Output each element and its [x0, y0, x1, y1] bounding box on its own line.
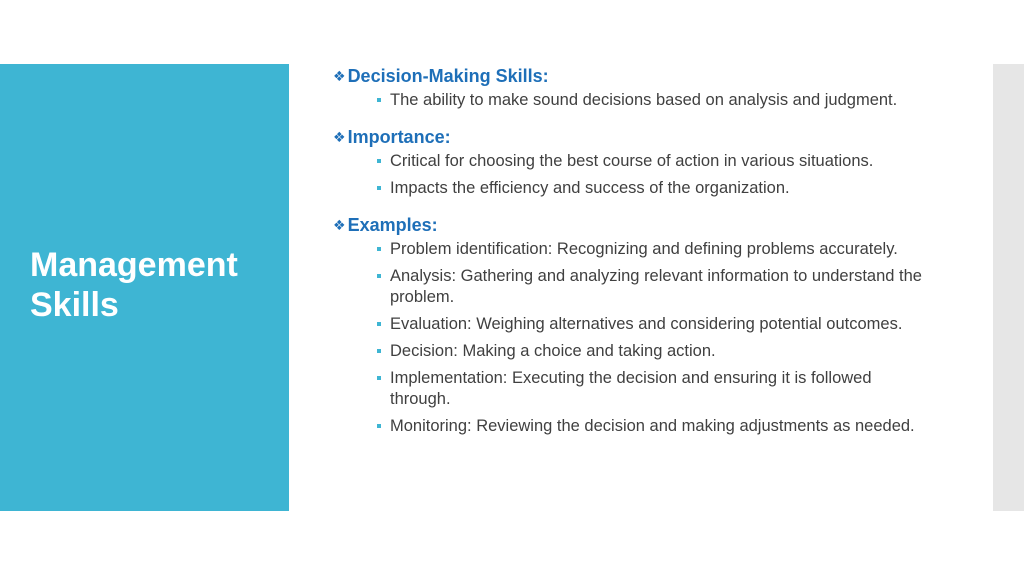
section-heading — [333, 64, 933, 88]
content-area — [333, 64, 933, 451]
square-bullet-icon — [377, 186, 381, 190]
square-bullet-icon — [377, 247, 381, 251]
section-heading-label: Decision-Making Skills: — [347, 65, 549, 86]
bullet-text: Analysis: Gathering and analyzing relevant information to understand the problem. — [390, 267, 922, 306]
bullet-text: Implementation: Executing the decision and ensuring it is followed through. — [390, 369, 872, 408]
section-heading-label: Importance: — [347, 126, 451, 147]
square-bullet-icon — [377, 376, 381, 380]
bullet-text: Impacts the efficiency and success of the organization. — [390, 179, 790, 197]
section-heading-label: Examples: — [347, 214, 438, 235]
square-bullet-icon — [377, 159, 381, 163]
bullet-list — [333, 239, 933, 437]
bullet-item — [377, 416, 933, 437]
bullet-item — [377, 151, 933, 172]
bullet-text: Problem identification: Recognizing and defining problems accurately. — [390, 240, 898, 258]
square-bullet-icon — [377, 98, 381, 102]
square-bullet-icon — [377, 274, 381, 278]
bullet-item — [377, 90, 933, 111]
bullet-item — [377, 239, 933, 260]
square-bullet-icon — [377, 424, 381, 428]
square-bullet-icon — [377, 349, 381, 353]
section-importance — [333, 125, 933, 199]
diamond-bullet-icon: ❖ — [333, 216, 346, 233]
bullet-item — [377, 368, 933, 410]
bullet-text: The ability to make sound decisions based on analysis and judgment. — [390, 91, 898, 109]
section-examples — [333, 213, 933, 437]
section-heading — [333, 213, 933, 237]
bullet-list — [333, 151, 933, 199]
bullet-item — [377, 266, 933, 308]
section-heading — [333, 125, 933, 149]
slide-title: Management Skills — [30, 246, 238, 324]
bullet-text: Decision: Making a choice and taking action. — [390, 342, 716, 360]
square-bullet-icon — [377, 322, 381, 326]
bullet-text: Evaluation: Weighing alternatives and considering potential outcomes. — [390, 315, 903, 333]
diamond-bullet-icon: ❖ — [333, 67, 346, 84]
right-accent-band — [993, 64, 1024, 511]
bullet-item — [377, 314, 933, 335]
diamond-bullet-icon: ❖ — [333, 128, 346, 145]
section-decision-making — [333, 64, 933, 111]
bullet-text: Monitoring: Reviewing the decision and making adjustments as needed. — [390, 417, 915, 435]
bullet-item — [377, 341, 933, 362]
bullet-list — [333, 90, 933, 111]
bullet-text: Critical for choosing the best course of action in various situations. — [390, 152, 874, 170]
bullet-item — [377, 178, 933, 199]
